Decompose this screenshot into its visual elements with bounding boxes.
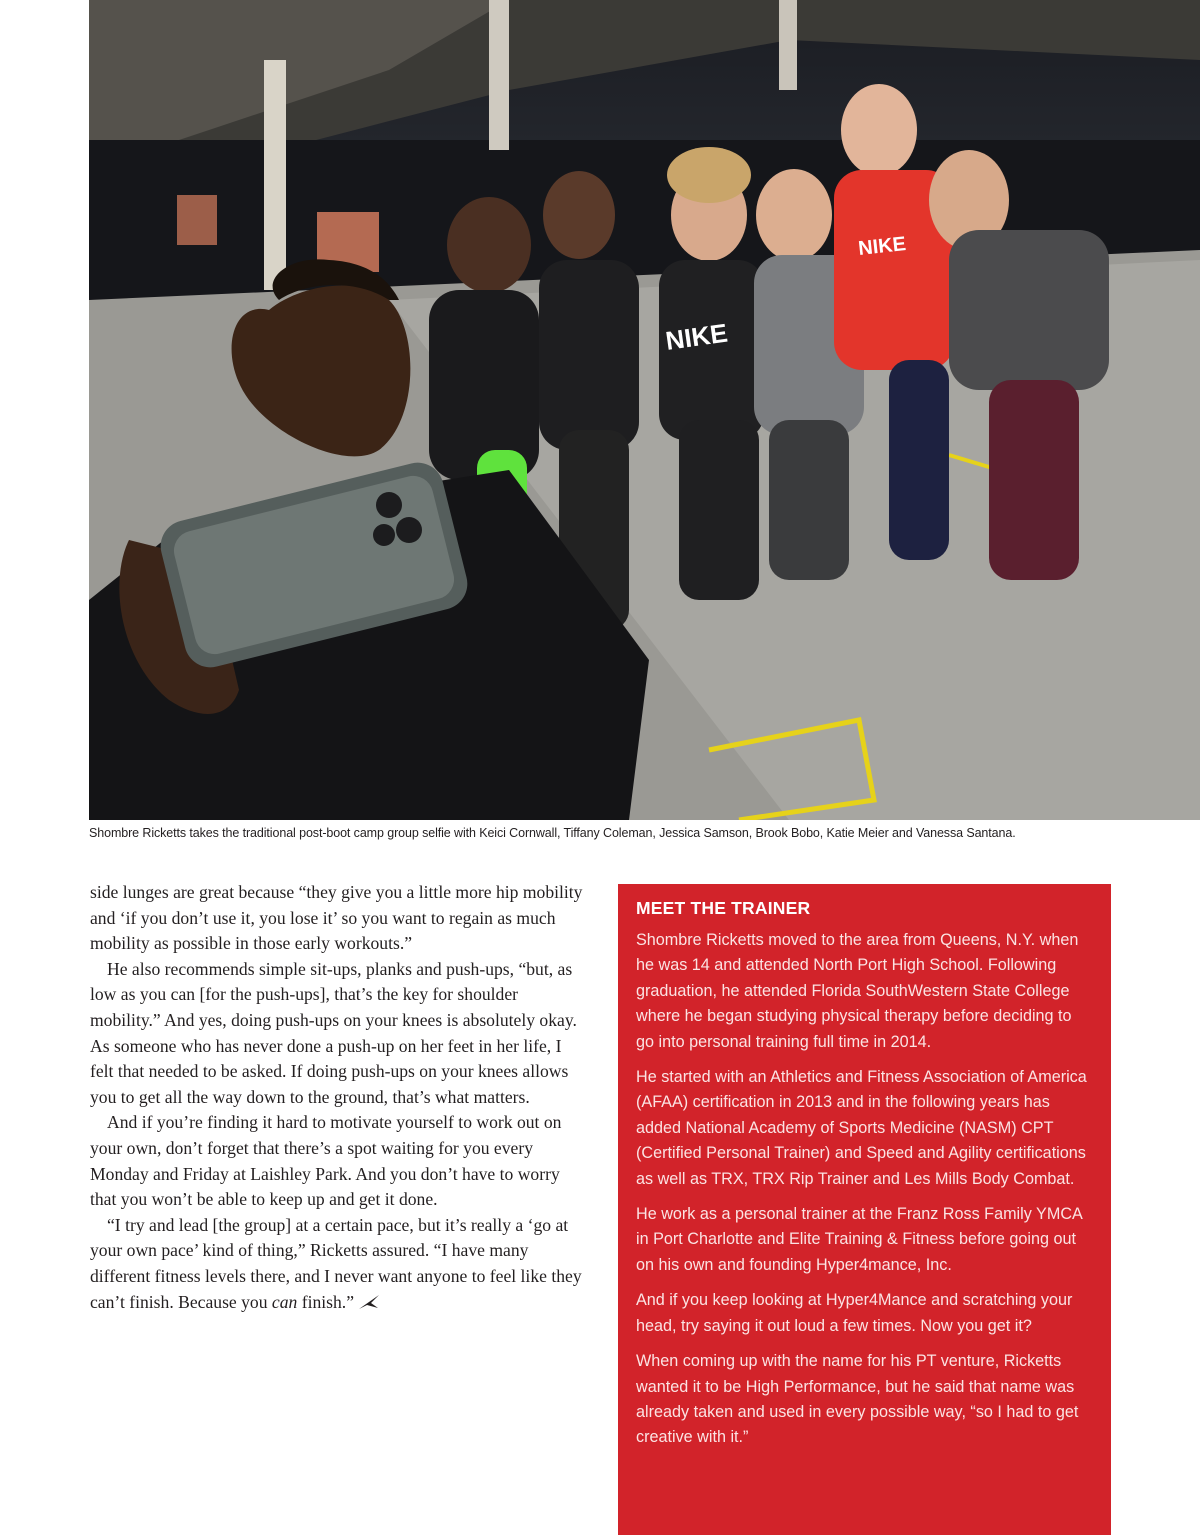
sidebar-paragraph: Shombre Ricketts moved to the area from Queens, N.Y. when he was 14 and attended North Port High School. Following graduation, he attended Florida SouthWestern State College where he began studying physical therapy before deciding to go into personal training full time in 2014. — [636, 931, 1079, 1051]
pillar-mid — [489, 0, 509, 150]
end-of-article-icon — [358, 1294, 380, 1310]
nike-logo-tank: NIKE — [857, 233, 908, 260]
planter-far — [177, 195, 217, 245]
sidebar-paragraph: When coming up with the name for his PT venture, Ricketts wanted it to be High Performance, but he said that name was already taken and used in every possible way, “so I had to get creative with it.” — [636, 1352, 1079, 1447]
meet-the-trainer-sidebar — [618, 884, 1111, 1535]
pillar-left — [264, 60, 286, 290]
sidebar-paragraph: He started with an Athletics and Fitness Association of America (AFAA) certification in 2013 and in the following years has added National Academy of Sports Medicine (NASM) CPT (Certified Personal Trainer) and Speed and Agility certifications as well as TRX, TRX Rip Trainer and Les Mills Body Combat. — [636, 1068, 1087, 1188]
article-paragraph: He also recommends simple sit-ups, planks and push-ups, “but, as low as you can [for the push-ups], that’s the key for shoulder mobility.” And yes, doing push-ups on your knees is absolutely okay. As someone who has never done a push-up on her feet in her life, I felt that needed to be asked. If doing push-ups on your knees allows you to get all the way down to the ground, that’s what matters. — [90, 958, 577, 1107]
quote-text-end: finish.” — [297, 1291, 355, 1312]
nike-logo-shirt: NIKE — [663, 317, 730, 356]
sidebar-title: MEET THE TRAINER — [636, 898, 811, 918]
sidebar-paragraph: He work as a personal trainer at the Franz Ross Family YMCA in Port Charlotte and Elite Training & Fitness before going out on his own and founding Hyper4mance, Inc. — [636, 1205, 1082, 1274]
sidebar-paragraph: And if you keep looking at Hyper4Mance and scratching your head, try saying it out loud a few times. Now you get it? — [636, 1291, 1073, 1335]
quote-text: “I try and lead [the group] at a certain pace, but it’s really a ‘go at your own pace’ kind of thing,” Ricketts assured. “I have many different fitness levels there, and I never want anyone to feel like they can’t finish. Because you — [90, 1214, 582, 1312]
article-body — [90, 880, 585, 1315]
emphasis-can: can — [271, 1291, 298, 1312]
photo-illustration — [89, 0, 1200, 820]
photo-caption: Shombre Ricketts takes the traditional post-boot camp group selfie with Keici Cornwall, Tiffany Coleman, Jessica Samson, Brook Bobo, Katie Meier and Vanessa Santana. — [89, 826, 1016, 840]
article-paragraph: And if you’re finding it hard to motivate yourself to work out on your own, don’t forget that there’s a spot waiting for you every Monday and Friday at Laishley Park. And you don’t have to worry that you won’t be able to keep up and get it done. — [90, 1112, 562, 1210]
pillar-right — [779, 0, 797, 90]
article-paragraph-last — [90, 1213, 585, 1315]
article-paragraph: side lunges are great because “they give you a little more hip mobility and ‘if you don’t use it, you lose it’ so you want to regain as much mobility as possible in those early workouts.” — [90, 882, 583, 954]
group-selfie-photo — [89, 0, 1200, 820]
